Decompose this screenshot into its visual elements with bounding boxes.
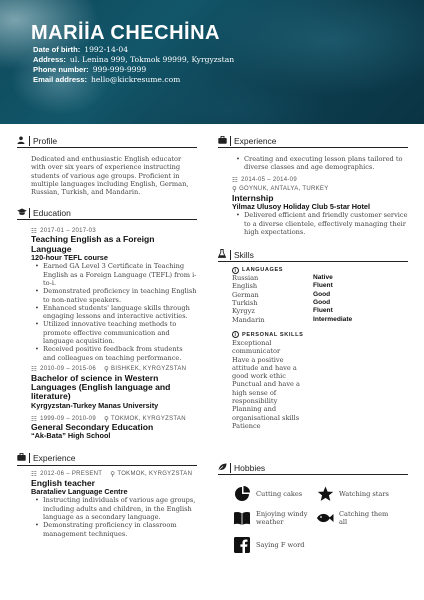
- divider-bar: [230, 250, 231, 260]
- calendar-icon: ☷: [31, 227, 38, 235]
- left-column: [17, 134, 197, 538]
- info-icon: i: [232, 331, 239, 338]
- list-item: • Creating and executing lesson plans tailored to diverse classes and age demographics.: [232, 155, 408, 172]
- entry-school: Kyrgyzstan-Turkey Manas University: [31, 400, 159, 410]
- language-level: Intermediate: [313, 315, 353, 323]
- info-icon: i: [232, 267, 239, 274]
- languages-table: [232, 274, 352, 324]
- briefcase-icon: [17, 453, 29, 463]
- table-row: [232, 274, 352, 282]
- language-name: English: [232, 282, 258, 291]
- experience-entry: [218, 155, 408, 236]
- entry-role: English teacher: [31, 477, 95, 488]
- entry-bullets: [31, 496, 197, 537]
- entry-role: Internship: [232, 192, 274, 203]
- experience-section-header: [218, 134, 408, 148]
- list-item: • Delivered efficient and friendly customer service to a diverse clientele, effectively managing their high expectations.: [232, 211, 408, 236]
- calendar-icon: ☷: [31, 471, 38, 479]
- experience-entry: [17, 470, 197, 538]
- leaf-icon: [218, 463, 230, 473]
- education-section-header: [17, 206, 197, 220]
- entry-school: 120-hour TEFL course: [31, 252, 108, 262]
- entry-school: “Ak-Bata” High School: [31, 431, 111, 441]
- list-item: Have a positive attitude and have a good work ethic: [232, 355, 297, 381]
- language-level: Fluent: [313, 282, 333, 290]
- subheader-title: LANGUAGES: [242, 267, 284, 274]
- info-row-email: [33, 75, 234, 85]
- personal-skills-block: [218, 331, 408, 430]
- table-row: [232, 316, 352, 324]
- list-item: • Utilized innovative teaching methods to promote effective communication and language acquisition.: [31, 320, 197, 345]
- section-title: Hobbies: [234, 462, 266, 473]
- language-name: Kyrgyz: [232, 307, 255, 316]
- language-name: Russian: [232, 274, 259, 283]
- list-item: • Earned GA Level 3 Certificate in Teaching English as a Foreign Language (TEFL) from i-to-i.: [31, 262, 197, 287]
- right-column: [218, 134, 408, 430]
- profile-text: Dedicated and enthusiastic English educator with over six years of experience instructing students of various age groups. Proficient in multiple languages including English, German, Russian, Turkish, and Mandarin.: [31, 155, 189, 197]
- candidate-name: MARİİA CHECHİNA: [31, 22, 220, 44]
- person-icon: [17, 136, 29, 146]
- entry-location: GOYNUK, ANTALYA, TURKEY: [239, 186, 329, 193]
- education-entry: [17, 414, 197, 441]
- subheader-title: PERSONAL SKILLS: [242, 331, 304, 338]
- personal-skills-subheader: [232, 331, 408, 339]
- entry-organisation: Barataliev Language Centre: [31, 486, 128, 496]
- info-row-dob: [33, 45, 234, 55]
- entry-dates: 2010-09 – 2015-06: [40, 366, 96, 373]
- entry-degree: Teaching English as a Foreign Language: [31, 234, 155, 254]
- language-level: Fluent: [313, 307, 333, 315]
- section-title: Education: [33, 207, 71, 218]
- entry-degree: General Secondary Education: [31, 422, 154, 433]
- skills-section-header: [218, 248, 408, 262]
- pie-chart-icon: [234, 486, 250, 502]
- table-row: [232, 307, 352, 315]
- location-pin-icon: ⚲: [103, 415, 110, 423]
- entry-dates: 2014-05 – 2014-09: [241, 177, 297, 184]
- hobbies-section: [218, 461, 408, 475]
- languages-block: [218, 266, 408, 324]
- email-link[interactable]: hello@kickresume.com: [91, 75, 181, 84]
- education-entry: [17, 226, 197, 361]
- list-item: • Enhanced students' language skills through engaging lessons and interactive activities.: [31, 304, 197, 321]
- profile-section-header: [17, 134, 197, 148]
- hobby-label: Cutting cakes: [256, 490, 303, 498]
- fish-icon: [316, 512, 334, 524]
- header-banner: [0, 0, 424, 124]
- divider-bar: [29, 136, 30, 146]
- language-name: German: [232, 290, 259, 299]
- section-title: Skills: [234, 249, 254, 260]
- briefcase-icon: [218, 136, 230, 146]
- list-item: • Demonstrated proficiency in teaching English to non-native speakers.: [31, 287, 197, 304]
- location-pin-icon: ⚲: [232, 186, 238, 194]
- section-title: Profile: [33, 135, 58, 146]
- entry-degree: Bachelor of science in Western Languages (English language and literature): [31, 372, 171, 402]
- experience-section-header: [17, 452, 197, 466]
- hobby-label: Catching them all: [339, 510, 389, 527]
- info-value: ul. Lenina 999, Tokmok 99999, Kyrgyzstan: [69, 55, 235, 64]
- hobbies-section-header: [218, 461, 408, 475]
- entry-meta: [232, 176, 408, 185]
- language-name: Turkish: [232, 299, 258, 308]
- table-row: [232, 282, 352, 290]
- entry-location: TOKMOK, KYRGYZSTAN: [117, 471, 193, 478]
- entry-bullets: [232, 211, 408, 236]
- info-row-phone: [33, 65, 234, 75]
- languages-subheader: [232, 266, 408, 274]
- section-title: Experience: [234, 135, 277, 146]
- list-item: Patience: [232, 421, 261, 430]
- info-value: 999-999-9999: [92, 65, 147, 74]
- calendar-icon: ☷: [31, 366, 38, 374]
- personal-skills-list: [232, 339, 308, 430]
- entry-dates: 1999-09 – 2010-09: [40, 415, 96, 422]
- list-item: • Demonstrating proficiency in classroom management techniques.: [31, 521, 197, 538]
- location-pin-icon: ⚲: [103, 366, 110, 374]
- star-icon: [317, 486, 334, 502]
- list-item: Exceptional communicator: [232, 338, 281, 356]
- calendar-icon: ☷: [31, 415, 38, 423]
- entry-dates: 2017-01 – 2017-03: [40, 227, 96, 234]
- divider-bar: [230, 463, 231, 473]
- hobby-label: Saying F word: [256, 541, 305, 549]
- divider-bar: [29, 208, 30, 218]
- info-label: Date of birth:: [33, 45, 81, 54]
- language-level: Good: [313, 290, 331, 298]
- list-item: • Instructing individuals of various age groups, including adults and children, in the English language as a secondary language.: [31, 496, 197, 521]
- book-icon: [233, 511, 251, 526]
- info-label: Phone number:: [33, 65, 89, 74]
- list-item: Punctual and have a high sense of responsibility: [232, 380, 300, 406]
- calendar-icon: ☷: [232, 177, 239, 185]
- divider-bar: [230, 136, 231, 146]
- info-row-address: [33, 55, 234, 65]
- graduation-cap-icon: [17, 208, 29, 218]
- table-row: [232, 299, 352, 307]
- info-value: 1992-14-04: [84, 45, 129, 54]
- entry-bullets: [232, 155, 408, 172]
- info-label: Email address:: [33, 75, 88, 84]
- divider-bar: [29, 453, 30, 463]
- personal-info: [33, 45, 234, 85]
- entry-organisation: Yilmaz Ulusoy Holiday Club 5-star Hotel: [232, 201, 370, 211]
- info-label: Address:: [33, 55, 66, 64]
- flask-icon: [218, 249, 230, 260]
- language-level: Good: [313, 299, 331, 307]
- language-level: Native: [313, 274, 333, 282]
- facebook-icon: [234, 537, 250, 553]
- section-title: Experience: [33, 453, 76, 464]
- education-entry: [17, 365, 197, 410]
- hobby-label: Enjoying windy weather: [256, 510, 308, 527]
- entry-location: TOKMOK, KYRGYZSTAN: [111, 415, 186, 422]
- location-pin-icon: ⚲: [110, 471, 116, 479]
- list-item: Planning and organisational skills: [232, 405, 300, 422]
- entry-location: BISHKEK, KYRGYZSTAN: [111, 366, 187, 373]
- language-name: Mandarin: [232, 315, 265, 324]
- table-row: [232, 291, 352, 299]
- entry-dates: 2012-06 – PRESENT: [40, 471, 103, 478]
- hobby-label: Watching stars: [339, 490, 389, 498]
- list-item: • Received positive feedback from students and colleagues on teaching performance.: [31, 345, 197, 362]
- entry-bullets: [31, 262, 197, 362]
